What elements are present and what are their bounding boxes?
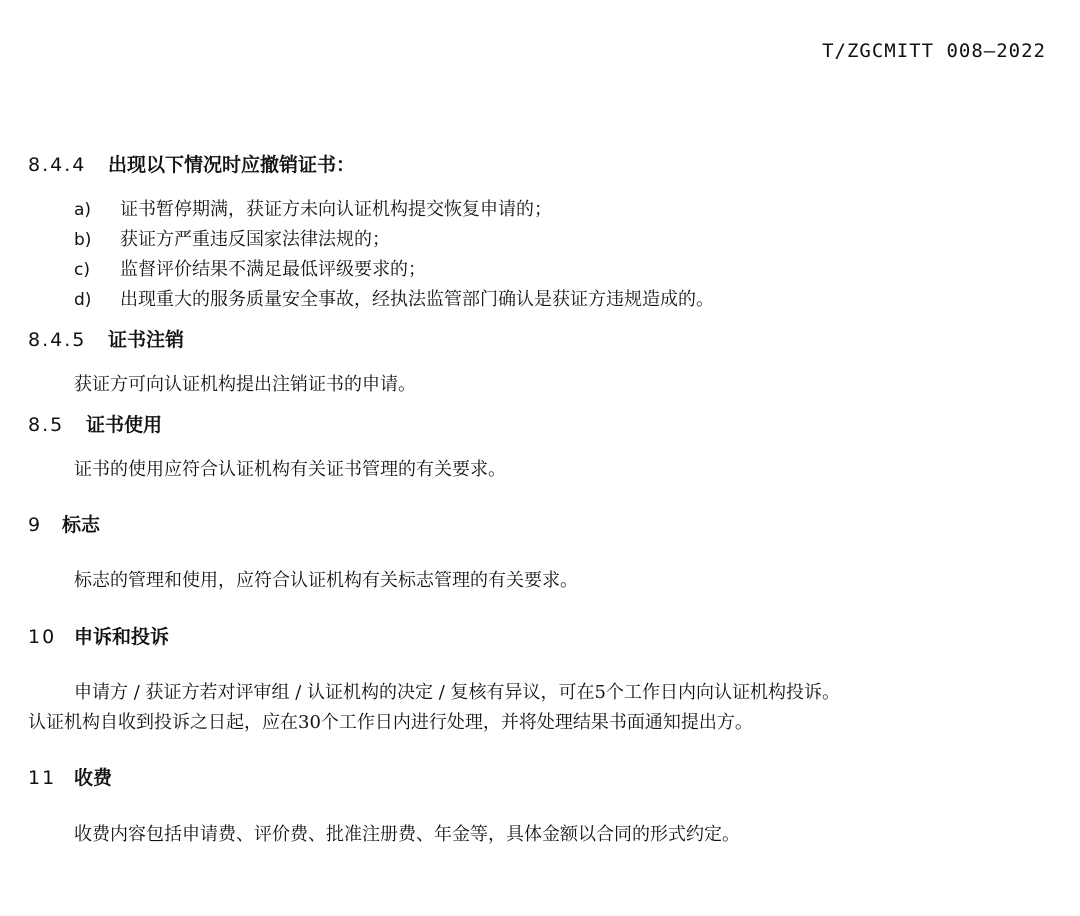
list-item-text: 证书暂停期满，获证方未向认证机构提交恢复申请的； bbox=[120, 199, 552, 220]
list-item-text: 监督评价结果不满足最低评级要求的； bbox=[120, 259, 426, 280]
section-heading-9 bbox=[28, 510, 100, 537]
list-item-b bbox=[74, 225, 390, 251]
section-title: 证书注销 bbox=[108, 329, 185, 351]
list-item-d bbox=[74, 285, 714, 311]
list-marker: c) bbox=[74, 260, 90, 280]
section-body-11: 收费内容包括申请费、评价费、批准注册费、年金等，具体金额以合同的形式约定。 bbox=[74, 824, 740, 845]
section-heading-8-4-4 bbox=[28, 150, 355, 177]
list-item-c bbox=[74, 255, 426, 281]
section-number: 10 bbox=[28, 626, 57, 648]
section-heading-8-4-5 bbox=[28, 325, 184, 352]
list-item-a bbox=[74, 195, 552, 221]
list-marker: b) bbox=[74, 230, 92, 250]
section-number: 9 bbox=[28, 514, 43, 536]
section-body-10-line1: 申请方 / 获证方若对评审组 / 认证机构的决定 / 复核有异议，可在5个工作日内向认证机构投诉。 bbox=[74, 682, 840, 703]
section-title: 申诉和投诉 bbox=[74, 626, 170, 648]
section-body-8-5: 证书的使用应符合认证机构有关证书管理的有关要求。 bbox=[74, 459, 506, 480]
section-body-9: 标志的管理和使用，应符合认证机构有关标志管理的有关要求。 bbox=[74, 570, 578, 591]
section-heading-11 bbox=[28, 763, 112, 790]
section-title: 证书使用 bbox=[86, 414, 163, 436]
section-title: 标志 bbox=[62, 514, 101, 536]
section-body-10-line2: 认证机构自收到投诉之日起，应在30个工作日内进行处理，并将处理结果书面通知提出方。 bbox=[28, 712, 753, 733]
section-heading-8-5 bbox=[28, 410, 162, 437]
section-title: 收费 bbox=[74, 767, 113, 789]
list-marker: d) bbox=[74, 290, 92, 310]
section-title: 出现以下情况时应撤销证书： bbox=[108, 154, 356, 176]
section-body-8-4-5: 获证方可向认证机构提出注销证书的申请。 bbox=[74, 374, 416, 395]
section-number: 8.5 bbox=[28, 414, 65, 436]
list-item-text: 出现重大的服务质量安全事故，经执法监管部门确认是获证方违规造成的。 bbox=[120, 289, 714, 310]
section-number: 11 bbox=[28, 767, 57, 789]
document-code: T/ZGCMITT 008—2022 bbox=[822, 40, 1046, 62]
section-heading-10 bbox=[28, 622, 169, 649]
list-item-text: 获证方严重违反国家法律法规的； bbox=[120, 229, 390, 250]
section-number: 8.4.5 bbox=[28, 329, 87, 351]
list-marker: a) bbox=[74, 200, 92, 220]
section-number: 8.4.4 bbox=[28, 154, 87, 176]
